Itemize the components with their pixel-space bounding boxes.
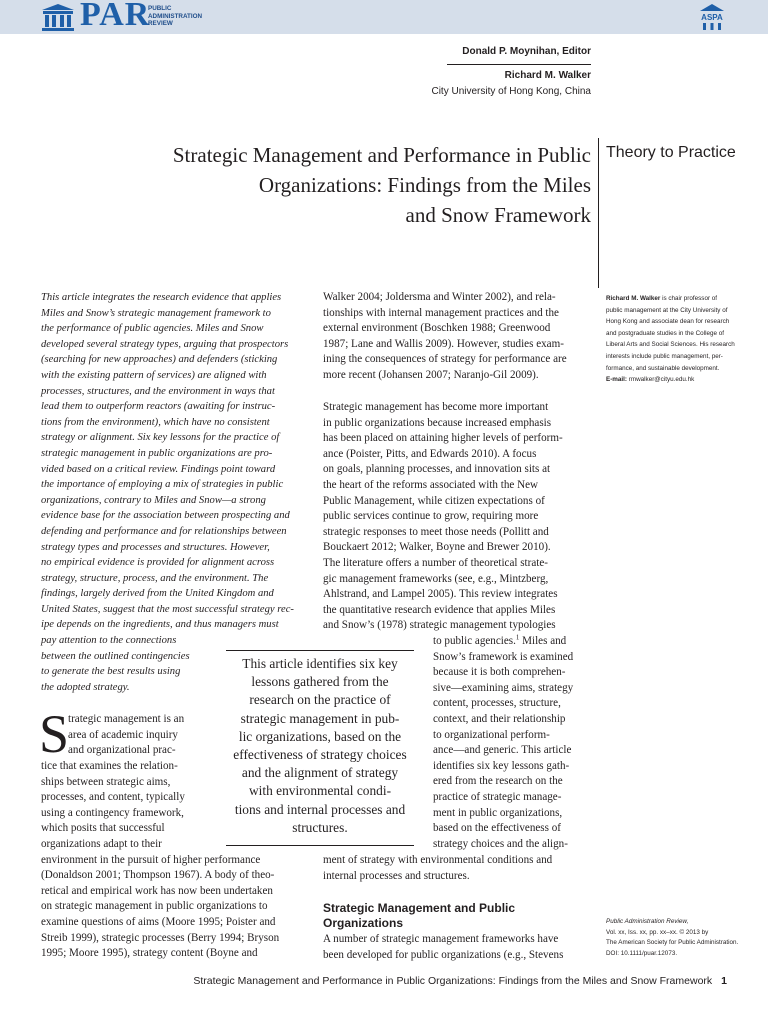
journal-citation — [606, 917, 738, 959]
bio-line: formance, and sustainable development. — [606, 364, 720, 372]
svg-text:ASPA: ASPA — [701, 13, 723, 22]
pillars-icon — [40, 3, 76, 31]
bio-text: is chair professor of — [660, 295, 718, 302]
title-line: Organizations: Findings from the Miles — [258, 173, 591, 197]
par-subtitle-line: ADMINISTRATION — [148, 12, 203, 20]
aspa-logo — [697, 2, 727, 32]
right-body-narrow — [433, 634, 573, 852]
par-subtitle-line: PUBLIC — [148, 5, 172, 12]
abstract-line: no empirical evidence is provided for alignment across — [41, 557, 275, 569]
body-line: ance (Poister, Pitts, and Edwards 2010). A focus — [323, 447, 537, 460]
pull-quote-line: strategic management in pub- — [240, 710, 400, 726]
abstract-line: processes, structures, and the environment in ways that — [41, 385, 275, 397]
citation-line: Vol. xx, Iss. xx, pp. xx–xx. © 2013 by — [606, 928, 709, 936]
body-line: to organizational perform- — [433, 728, 550, 741]
abstract-line: between the outlined contingencies — [41, 650, 190, 662]
right-body-final — [323, 932, 563, 963]
body-line: Bouckaert 2012; Walker, Boyne and Brewer 2010). — [323, 541, 551, 554]
body-line: ered from the research on the — [433, 775, 563, 788]
pull-quote-line: lessons gathered from the — [251, 674, 389, 690]
running-title: Strategic Management and Performance in Public Organizations: Findings from the Miles and Snow Framework — [193, 975, 713, 987]
author-affiliation: City University of Hong Kong, China — [431, 86, 591, 97]
section-label: Theory to Practice — [606, 144, 736, 161]
pull-quote-line: with environmental condi- — [248, 783, 392, 799]
body-line: tice that examines the relation- — [41, 760, 178, 772]
abstract-line: strategic management in public organizations are pro- — [41, 447, 273, 459]
body-line: content, processes, structure, — [433, 697, 561, 710]
abstract-line: tions from the environment), which have no consistent — [41, 416, 270, 428]
pull-quote-line: structures. — [292, 819, 348, 835]
body-line: ment in public organizations, — [433, 806, 563, 819]
journal-name: Public Administration Review, — [606, 918, 689, 925]
body-line: environment in the pursuit of higher performance — [41, 853, 261, 866]
title-line: and Snow Framework — [405, 203, 591, 227]
heading-line: Strategic Management and Public — [323, 901, 516, 915]
body-line: examine questions of aims (Moore 1995; Poister and — [41, 915, 276, 928]
pull-quote-line: lic organizations, based on the — [238, 728, 402, 744]
body-line: trategic management is an — [68, 713, 185, 725]
body-line: retical and empirical work has now been undertaken — [41, 884, 273, 897]
body-line: sive—examining aims, strategy — [433, 681, 574, 694]
page-number: 1 — [721, 975, 727, 987]
body-line — [433, 634, 573, 650]
body-line: more recent (Johansen 2007; Naranjo-Gil 2009). — [323, 368, 539, 381]
editor-name: Donald P. Moynihan, Editor — [462, 46, 591, 57]
body-line: context, and their relationship — [433, 712, 566, 725]
body-line: in public organizations because increased emphasis — [323, 416, 552, 429]
par-subtitle-line: REVIEW — [148, 20, 173, 27]
abstract-line: the adopted strategy. — [41, 681, 130, 693]
header-rule — [447, 64, 591, 65]
abstract-line: strategy, structure, process, and the environment. The — [41, 572, 269, 584]
abstract-line: United States, suggest that the most successful strategy rec- — [41, 603, 294, 615]
citation-line: The American Society for Public Administration. — [606, 939, 739, 947]
body-text: Miles and — [519, 635, 567, 647]
abstract-line: findings, largely derived from the United Kingdom and — [41, 588, 274, 600]
body-line: ment of strategy with environmental conditions and — [323, 854, 553, 866]
abstract-line: Miles and Snow’s strategic management framework to — [41, 307, 271, 319]
bio-line — [606, 293, 734, 305]
body-line: identifies six key lessons gath- — [433, 759, 570, 772]
body-line: the quantitative research evidence that applies Miles — [323, 603, 556, 616]
par-logo — [40, 0, 240, 34]
body-line: because it is both comprehen- — [433, 666, 566, 679]
body-line: public services continue to grow, requiring more — [323, 510, 539, 523]
body-line: area of academic inquiry — [68, 728, 178, 741]
abstract — [41, 290, 311, 695]
body-line: tionships with internal management practices and the — [323, 306, 559, 319]
abstract-line: lead them to outperform reactors (awaiting for instruc- — [41, 401, 276, 413]
body-line: strategy choices and the align- — [433, 837, 568, 850]
body-line: using a contingency framework, — [41, 806, 184, 819]
article-title — [130, 140, 591, 230]
abstract-line: pay attention to the connections — [41, 635, 177, 647]
body-line: based on the effectiveness of — [433, 822, 561, 835]
email-link[interactable]: rmwalker@cityu.edu.hk — [627, 376, 695, 384]
body-line: Streib 1999), strategic processes (Berry 1994; Bryson — [41, 931, 280, 944]
body-line: Walker 2004; Joldersma and Winter 2002), and rela- — [323, 291, 556, 303]
pull-quote-line: This article identifies six key — [242, 656, 398, 671]
abstract-line: defending and performance and for relationships between — [41, 525, 287, 537]
left-body-text — [41, 759, 279, 962]
bio-line: interests include public management, per- — [606, 352, 723, 360]
vertical-rule — [598, 138, 599, 288]
author-name: Richard M. Walker — [504, 70, 591, 81]
body-line: been developed for public organizations (e.g., Stevens — [323, 948, 564, 961]
bio-name: Richard M. Walker — [606, 295, 661, 302]
bio-line: Liberal Arts and Social Sciences. His research — [606, 341, 735, 349]
par-subtitle — [148, 5, 202, 28]
body-line: organizations adapt to their — [41, 837, 162, 850]
abstract-line: with the existing pattern of services) are aligned with — [41, 369, 267, 381]
citation-line: DOI: 10.1111/puar.12073. — [606, 949, 678, 957]
left-body-indented — [68, 712, 184, 759]
body-line: on strategic management in public organizations to — [41, 900, 268, 913]
abstract-line: This article integrates the research evidence that applies — [41, 292, 282, 303]
bio-line: public management at the City University of — [606, 306, 728, 314]
abstract-line: the performance of public agencies. Miles and Snow — [41, 323, 264, 335]
body-line: and Snow’s (1978) strategic management typologies — [323, 619, 556, 632]
body-line: on goals, planning processes, and innovation sits at — [323, 463, 551, 476]
bio-line: and postgraduate studies in the College of — [606, 329, 724, 337]
body-line: which posits that successful — [41, 822, 165, 835]
email-label: E-mail: — [606, 376, 627, 384]
body-line: ance—and generic. This article — [433, 744, 572, 757]
author-bio — [606, 293, 734, 386]
heading-line: Organizations — [323, 916, 404, 930]
title-line: Strategic Management and Performance in Public — [172, 143, 591, 167]
body-line: internal processes and structures. — [323, 869, 470, 882]
abstract-line: strategy or alignment. Six key lessons for the practice of — [41, 432, 280, 444]
body-line: practice of strategic manage- — [433, 790, 562, 803]
pull-quote-line: tions and internal processes and — [234, 801, 406, 817]
bio-email-line — [606, 374, 734, 386]
body-line: ships between strategic aims, — [41, 775, 171, 788]
body-line: The literature offers a number of theoretical strate- — [323, 556, 548, 569]
pull-quote-rule-top — [226, 650, 414, 651]
abstract-line: the importance of employing a mix of strategies in public — [41, 479, 284, 491]
body-line: Snow’s framework is examined — [433, 650, 574, 663]
bio-line: Hong Kong and associate dean for research — [606, 318, 730, 326]
right-body-paragraph-2 — [323, 400, 563, 634]
pull-quote-line: effectiveness of strategy choices — [233, 747, 407, 763]
pull-quote-line: research on the practice of — [249, 692, 391, 708]
pull-quote-line: and the alignment of strategy — [241, 765, 399, 781]
right-body-paragraph-1 — [323, 290, 567, 384]
right-body-continued — [323, 853, 552, 884]
body-line: has been placed on attaining higher levels of perform- — [323, 432, 563, 445]
abstract-line: evidence base for the association between prospecting and — [41, 510, 290, 522]
body-line: strategic responses to meet those needs (Pollitt and — [323, 525, 549, 538]
body-line: and organizational prac- — [68, 744, 176, 757]
running-footer — [193, 975, 727, 987]
abstract-line: ipe depends on the ingredients, and thus managers must — [41, 619, 279, 631]
body-line: (Donaldson 2001; Thompson 1967). A body of theo- — [41, 869, 275, 882]
footnote-mark[interactable]: 1 — [515, 633, 520, 642]
body-line: Public Management, while citizen expectations of — [323, 494, 545, 507]
drop-cap: S — [39, 704, 70, 764]
par-wordmark: PAR — [80, 0, 151, 33]
abstract-line: vided based on a critical review. Findings point toward — [41, 463, 276, 475]
body-line: external environment (Boschken 1988; Greenwood — [323, 322, 551, 335]
body-line: Strategic management has become more important — [323, 401, 549, 413]
body-line: ining the consequences of strategy for performance are — [323, 353, 567, 366]
body-line: the heart of the reforms associated with the New — [323, 478, 539, 491]
body-line: A number of strategic management frameworks have — [323, 933, 559, 945]
abstract-line: developed several strategy types, arguing that prospectors — [41, 338, 289, 350]
abstract-line: strategy types and processes and structures. However, — [41, 541, 270, 553]
body-line: 1987; Lane and Wallis 2009). However, studies exam- — [323, 337, 564, 350]
body-line: 1995; Moore 1995), strategy content (Boyne and — [41, 947, 258, 960]
body-line: gic management frameworks (see, e.g., Mintzberg, — [323, 572, 549, 585]
abstract-line: organizations, contrary to Miles and Snow—a strong — [41, 494, 266, 506]
body-line: Ahlstrand, and Lampel 2005). This review integrates — [323, 588, 558, 601]
section-heading — [323, 901, 515, 931]
body-text: to public agencies. — [433, 635, 516, 647]
abstract-line: (searching for new approaches) and defenders (sticking — [41, 354, 278, 366]
abstract-line: to generate the best results using — [41, 666, 181, 678]
body-line: processes, and content, typically — [41, 791, 185, 804]
